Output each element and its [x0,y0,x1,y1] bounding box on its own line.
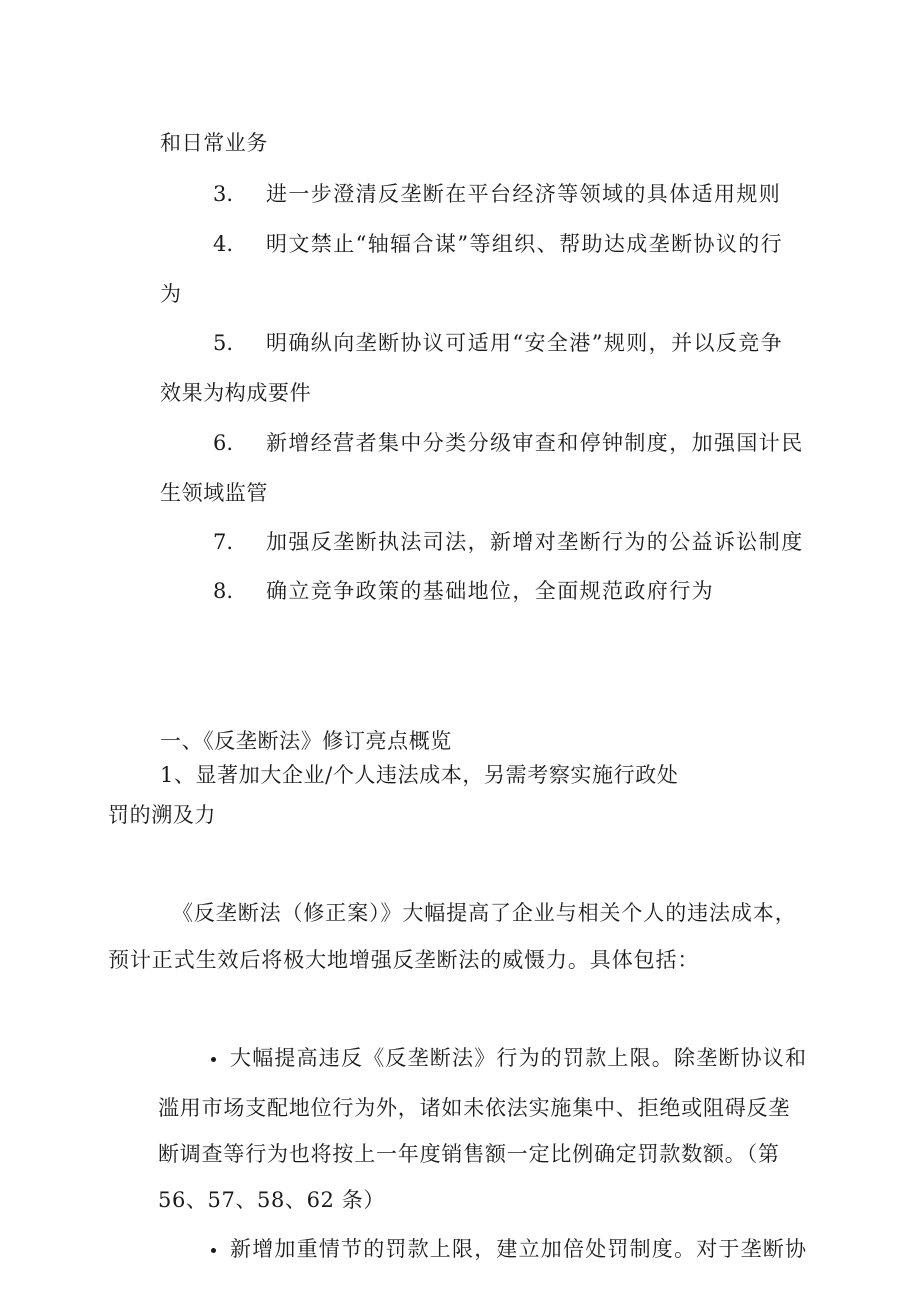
item-text-continuation: 效果为构成要件 [160,381,312,405]
item-number: 4. [213,232,234,256]
item-text-continuation: 生领域监管 [160,481,268,505]
item-number: 5. [213,331,234,355]
item-number: 7. [213,530,234,554]
section-heading: 一、《反垄断法》修订亮点概览 [160,729,452,753]
item-text-continuation: 为 [160,282,182,306]
sub-heading-continuation: 罚的溯及力 [108,803,216,827]
bullet-text-line: 滥用市场支配地位行为外，诸如未依法实施集中、拒绝或阻碍反垄 [158,1096,791,1120]
item-text: 新增经营者集中分类分级审查和停钟制度，加强国计民 [266,431,804,455]
bullet-text-line: 断调查等行为也将按上一年度销售额一定比例确定罚款数额。（第 [158,1142,780,1166]
item-text: 进一步澄清反垄断在平台经济等领域的具体适用规则 [266,182,782,206]
item-text: 加强反垄断执法司法，新增对垄断行为的公益诉讼制度 [266,530,804,554]
bullet-text-line: 新增加重情节的罚款上限，建立加倍处罚制度。对于垄断协 [230,1237,808,1261]
sub-heading: 1、显著加大企业/个人违法成本，另需考察实施行政处 [160,763,679,787]
item-number: 8. [213,579,234,603]
bullet-icon [211,1248,216,1253]
item-text: 明确纵向垄断协议可适用“安全港”规则，并以反竞争 [266,331,784,355]
item-text: 确立竞争政策的基础地位，全面规范政府行为 [266,579,714,603]
item-number: 3. [213,182,234,206]
bullet-icon [211,1057,216,1062]
continuation-text: 和日常业务 [160,131,268,155]
item-text: 明文禁止“轴辐合谋”等组织、帮助达成垄断协议的行 [266,232,784,256]
item-number: 6. [213,431,234,455]
bullet-text-line: 大幅提高违反《反垄断法》行为的罚款上限。除垄断协议和 [230,1046,808,1070]
intro-paragraph-line: 预计正式生效后将极大地增强反垄断法的威慑力。具体包括： [108,948,700,972]
intro-paragraph-line: 《反垄断法（修正案）》大幅提高了企业与相关个人的违法成本， [172,901,797,925]
bullet-text-line: 56、57、58、62 条） [158,1188,385,1212]
